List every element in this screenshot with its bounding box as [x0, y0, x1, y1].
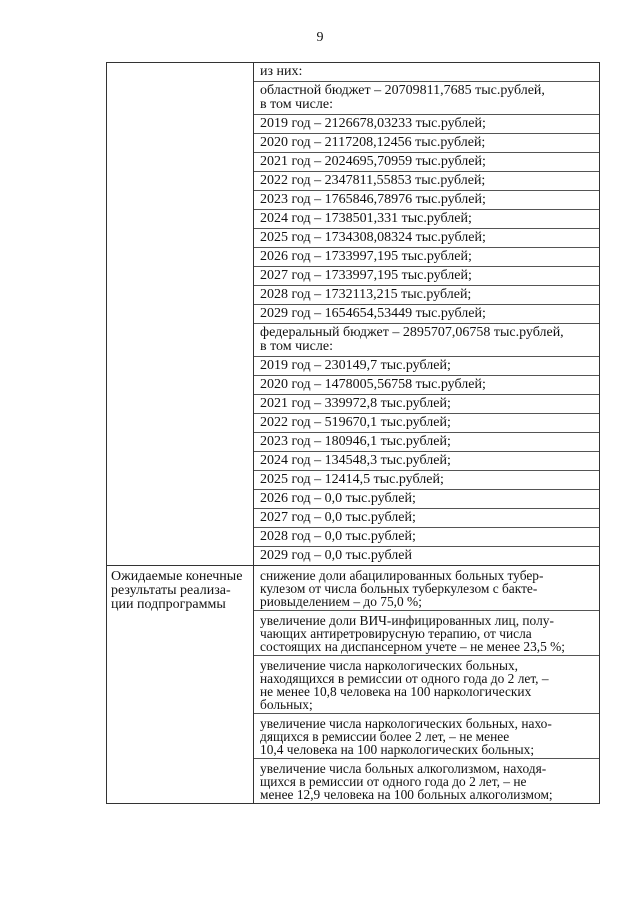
funding-line: 2020 год – 2117208,12456 тыс.рублей;: [254, 134, 599, 153]
result-item: увеличение числа наркологических больных, нахо- дящихся в ремиссии более 2 лет, – не менее 10,4 человека на 100 наркологических больных;: [254, 714, 599, 759]
funding-line: 2027 год – 0,0 тыс.рублей;: [254, 509, 599, 528]
result-item: увеличение числа больных алкоголизмом, находя- щихся в ремиссии от одного года до 2 лет, – не менее 12,9 человека на 100 больных алкоголизмом;: [260, 761, 553, 802]
funding-line: 2024 год – 1738501,331 тыс.рублей;: [254, 210, 599, 229]
funding-row: [107, 63, 599, 566]
funding-line: 2025 год – 1734308,08324 тыс.рублей;: [254, 229, 599, 248]
funding-line: 2026 год – 1733997,195 тыс.рублей;: [254, 248, 599, 267]
funding-line: 2021 год – 2024695,70959 тыс.рублей;: [254, 153, 599, 172]
funding-line: 2024 год – 134548,3 тыс.рублей;: [254, 452, 599, 471]
funding-line: федеральный бюджет – 2895707,06758 тыс.рублей, в том числе:: [254, 324, 599, 357]
funding-line: 2019 год – 230149,7 тыс.рублей;: [254, 357, 599, 376]
funding-line: 2025 год – 12414,5 тыс.рублей;: [254, 471, 599, 490]
funding-label-cell: [107, 63, 254, 565]
funding-line: 2023 год – 1765846,78976 тыс.рублей;: [254, 191, 599, 210]
funding-line: 2022 год – 2347811,55853 тыс.рублей;: [254, 172, 599, 191]
funding-line: 2028 год – 0,0 тыс.рублей;: [254, 528, 599, 547]
funding-line: областной бюджет – 20709811,7685 тыс.рублей, в том числе:: [254, 82, 599, 115]
funding-line: 2029 год – 0,0 тыс.рублей: [260, 548, 412, 563]
funding-line: из них:: [254, 63, 599, 82]
result-item: увеличение числа наркологических больных, находящихся в ремиссии от одного года до 2 лет, – не менее 10,8 человека на 100 наркологических больных;: [254, 656, 599, 714]
funding-line: 2020 год – 1478005,56758 тыс.рублей;: [254, 376, 599, 395]
page-number: 9: [316, 30, 324, 45]
funding-line: 2028 год – 1732113,215 тыс.рублей;: [254, 286, 599, 305]
funding-line: 2021 год – 339972,8 тыс.рублей;: [254, 395, 599, 414]
funding-content-cell: [254, 63, 599, 565]
results-label: Ожидаемые конечные результаты реализа- ции подпрограммы: [107, 566, 254, 803]
funding-line: 2029 год – 1654654,53449 тыс.рублей;: [254, 305, 599, 324]
subprogram-passport-table: [106, 62, 600, 804]
result-item: увеличение доли ВИЧ-инфицированных лиц, полу- чающих антиретровирусную терапию, от числа состоящих на диспансерном учете – не менее 23,5 %;: [254, 611, 599, 656]
funding-line: 2026 год – 0,0 тыс.рублей;: [254, 490, 599, 509]
funding-line: 2023 год – 180946,1 тыс.рублей;: [254, 433, 599, 452]
funding-line: 2027 год – 1733997,195 тыс.рублей;: [254, 267, 599, 286]
result-item: снижение доли абацилированных больных тубер- кулезом от числа больных туберкулезом с бакте- риовыделением – до 75,0 %;: [254, 566, 599, 611]
results-row: [107, 566, 599, 804]
results-content-cell: [254, 566, 599, 803]
funding-line: 2019 год – 2126678,03233 тыс.рублей;: [254, 115, 599, 134]
funding-line: 2022 год – 519670,1 тыс.рублей;: [254, 414, 599, 433]
